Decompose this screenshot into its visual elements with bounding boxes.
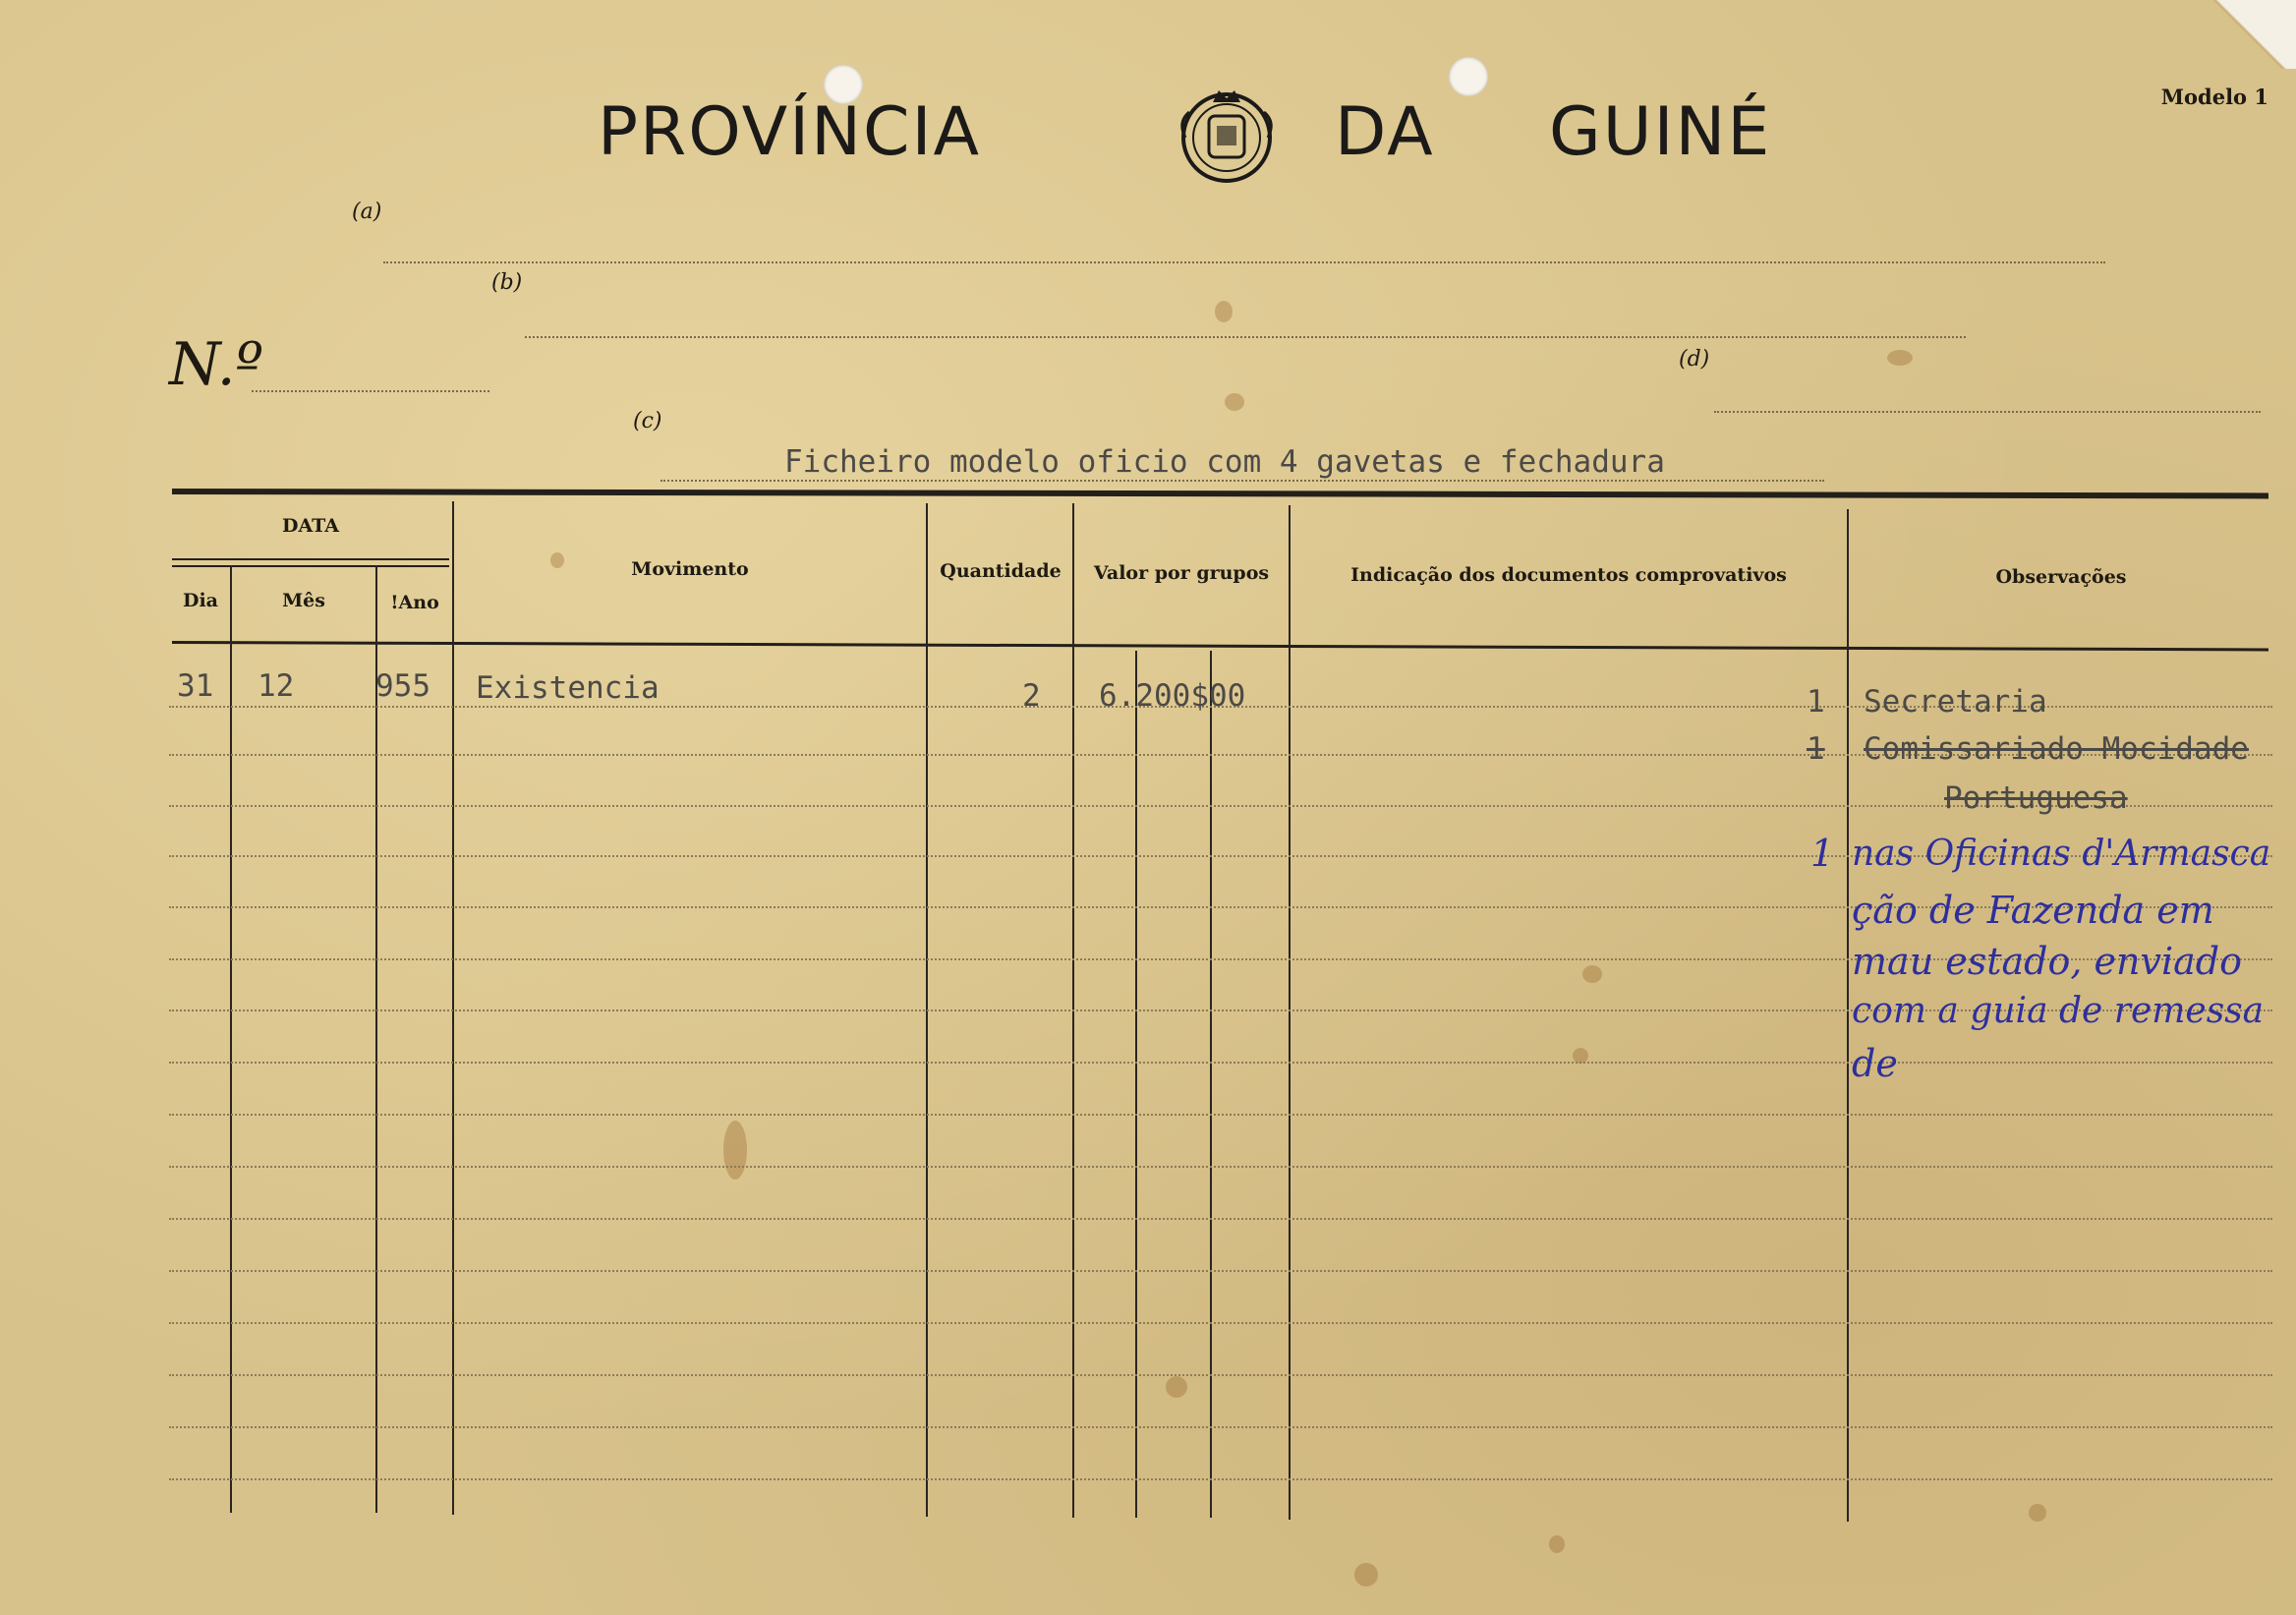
field-d-label: (d)	[1679, 347, 1710, 372]
row1-obs2: Comissariado Mocidade	[1864, 731, 2249, 767]
header-mes: Mês	[282, 590, 325, 611]
table-top-border	[172, 489, 2268, 498]
handwritten-count: 1	[1810, 832, 1835, 875]
header-movimento: Movimento	[631, 558, 749, 580]
field-d-line	[1714, 411, 2261, 413]
stain	[1215, 301, 1233, 322]
handwritten-line1: nas Oficinas d'Armasca	[1852, 834, 2271, 874]
header-valor: Valor por grupos	[1093, 562, 1270, 584]
stain	[1166, 1376, 1187, 1398]
row-line	[169, 1478, 2272, 1480]
row-line	[169, 1114, 2272, 1116]
row1-mes: 12	[258, 668, 295, 704]
punch-hole	[1449, 57, 1488, 96]
field-b-line	[525, 336, 1966, 338]
handwritten-line3: mau estado, enviado	[1852, 940, 2242, 983]
row-line	[169, 1218, 2272, 1220]
folded-corner	[2203, 0, 2296, 69]
field-a-label: (a)	[352, 200, 382, 224]
stain	[2029, 1504, 2046, 1522]
col-divider	[1847, 509, 1849, 1522]
title-provincia: PROVÍNCIA	[598, 93, 982, 171]
header-dia: Dia	[182, 590, 218, 611]
stain	[723, 1121, 747, 1180]
col-divider	[1135, 651, 1137, 1518]
row1-count1: 1	[1807, 684, 1825, 720]
header-observacoes: Observações	[1995, 566, 2127, 588]
title-da: DA	[1335, 93, 1435, 171]
header-data: DATA	[281, 515, 340, 537]
handwritten-line2: ção de Fazenda em	[1852, 889, 2214, 932]
row1-quantidade: 2	[1022, 678, 1041, 714]
row-line	[169, 1166, 2272, 1168]
row1-count2: 1	[1807, 731, 1825, 767]
field-a-line	[383, 261, 2105, 263]
col-divider	[1289, 505, 1291, 1520]
row-line	[169, 1270, 2272, 1272]
data-subrule-2	[172, 565, 449, 567]
handwritten-line4: com a guia de remessa	[1852, 991, 2265, 1031]
row1-ano: 955	[375, 668, 430, 704]
stain	[1887, 350, 1913, 366]
field-b-label: (b)	[491, 270, 523, 295]
row-line	[169, 1062, 2272, 1064]
row1-movimento: Existencia	[476, 670, 660, 706]
coat-of-arms-icon	[1172, 83, 1282, 185]
header-indicacao: Indicação dos documentos comprovativos	[1350, 564, 1787, 586]
row1-obs3: Portuguesa	[1944, 780, 2128, 816]
stain	[1582, 965, 1602, 983]
header-bottom-border	[172, 641, 2268, 651]
handwritten-line5: de	[1852, 1042, 1898, 1085]
model-number: Modelo 1	[2160, 85, 2268, 109]
field-c-value: Ficheiro modelo oficio com 4 gavetas e fechadura	[784, 444, 1665, 480]
stain	[1225, 393, 1244, 411]
row-line	[169, 1374, 2272, 1376]
col-divider	[452, 501, 454, 1515]
row1-valor: 6.200$00	[1099, 678, 1246, 714]
row-line	[169, 1322, 2272, 1324]
numero-label: N.º	[169, 330, 263, 399]
numero-line	[252, 390, 489, 392]
row1-obs1: Secretaria	[1864, 684, 2047, 720]
header-ano: !Ano	[390, 592, 439, 613]
row1-dia: 31	[177, 668, 214, 704]
col-divider	[1210, 651, 1212, 1518]
row-line	[169, 1426, 2272, 1428]
field-c-line	[660, 480, 1824, 482]
field-c-label: (c)	[633, 409, 662, 433]
data-subrule	[172, 558, 449, 560]
stain	[1354, 1563, 1378, 1586]
stain	[1549, 1535, 1565, 1553]
title-guine: GUINÉ	[1549, 93, 1772, 171]
header-quantidade: Quantidade	[940, 560, 1062, 582]
